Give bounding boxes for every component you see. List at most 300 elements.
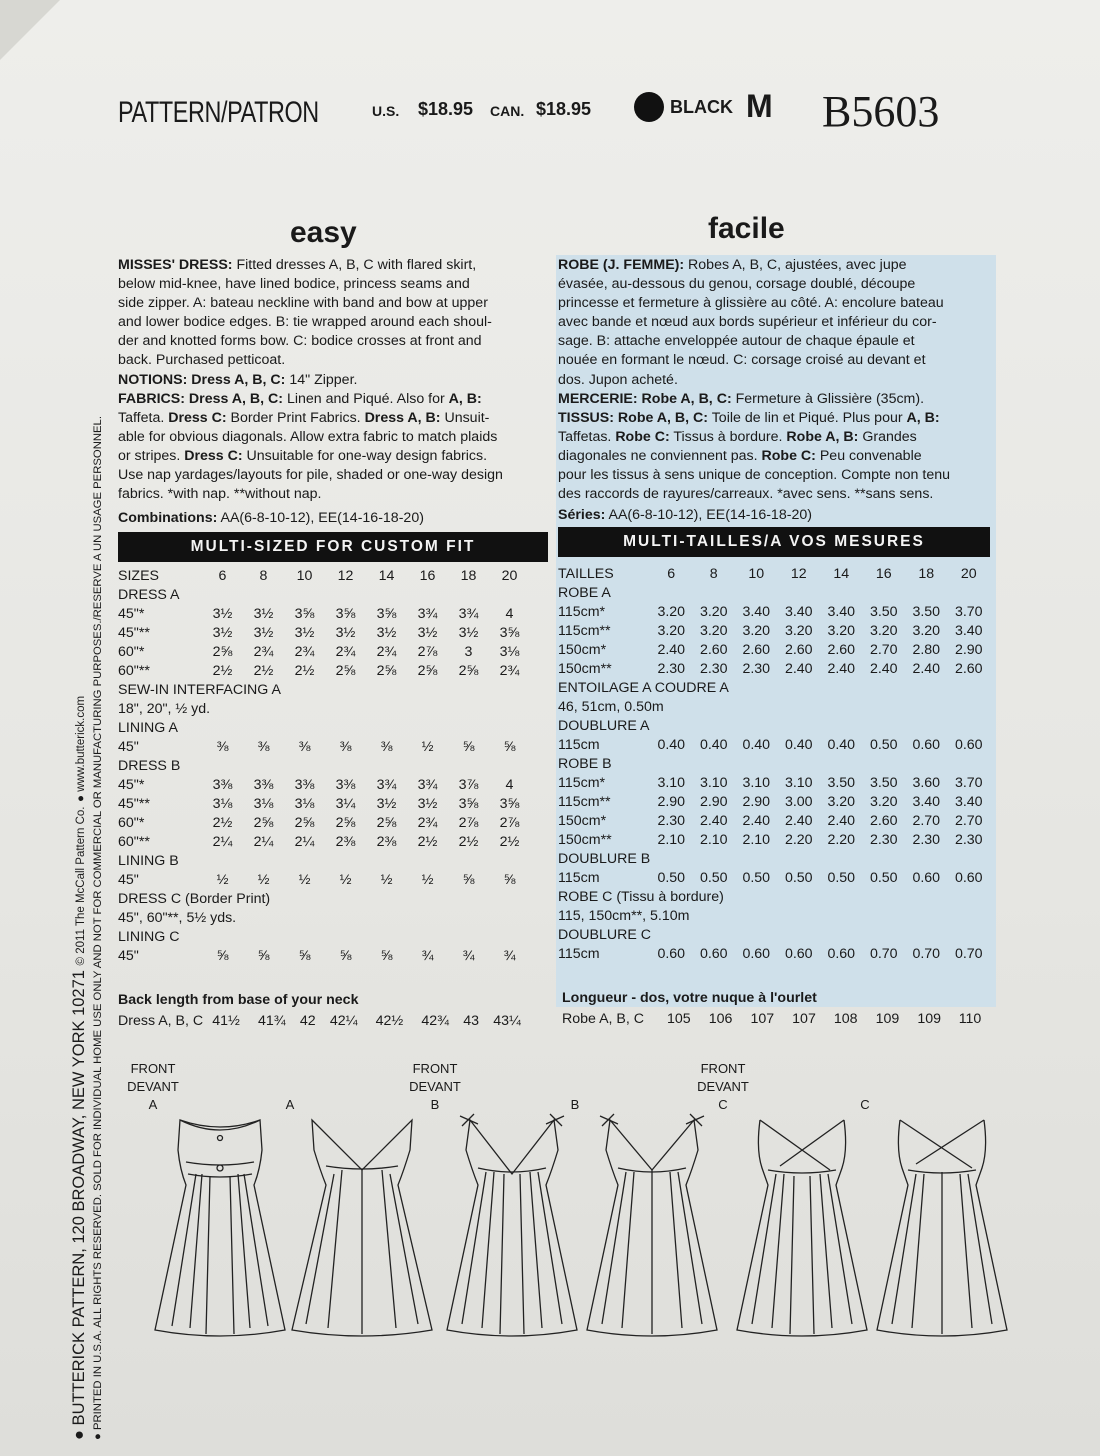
text-run: diagonales ne conviennent pas. (558, 447, 762, 464)
table-cell: 43¼ (493, 1012, 521, 1029)
table-cell: 0.40 (827, 736, 856, 753)
table-cell: 3⅝ (335, 605, 356, 622)
table-cell: 2⅝ (376, 662, 397, 679)
table-cell: ⅜ (257, 738, 270, 755)
table-row (118, 851, 530, 870)
row-label: TAILLES (558, 565, 614, 582)
table-row (558, 697, 990, 716)
dress-c-back-drawing (877, 1120, 1007, 1336)
series-label: Séries: (558, 507, 606, 523)
table-cell: 3.70 (954, 774, 983, 791)
table-row (118, 737, 530, 756)
figure-front-label (535, 1060, 615, 1078)
table-cell: 2.40 (657, 641, 686, 658)
table-cell: ⅜ (298, 738, 311, 755)
row-label: SEW-IN INTERFACING A (118, 681, 281, 698)
table-cell: 3⅜ (294, 776, 315, 793)
table-cell: 2¾ (376, 643, 397, 660)
table-cell: 2.20 (827, 831, 856, 848)
description-text: dos. Jupon acheté. (558, 371, 678, 388)
table-row (118, 794, 530, 813)
row-label: LINING A (118, 719, 178, 736)
row-label: 60"* (118, 814, 145, 831)
row-label: 46, 51cm, 0.50m (558, 698, 664, 715)
table-cell: ⅜ (380, 738, 393, 755)
rights-notice: PRINTED IN U.S.A. ALL RIGHTS RESERVED. SOLD FOR INDIVIDUAL HOME USE ONLY AND NOT FOR COMMERCIAL OR MANUFACTURING PURPOSES./RESERVE A UN USAGE PERSONNEL. (92, 416, 104, 1431)
description-line (558, 351, 990, 370)
table-cell: 2⅝ (376, 814, 397, 831)
table-cell: ⅜ (339, 738, 352, 755)
table-cell: 3.20 (912, 622, 941, 639)
table-cell: 3½ (458, 624, 479, 641)
row-label: ENTOILAGE A COUDRE A (558, 679, 729, 696)
table-cell: 10 (296, 567, 313, 584)
table-cell: 18 (918, 565, 935, 582)
table-cell: 3.00 (784, 793, 813, 810)
table-cell: 3.40 (742, 603, 771, 620)
description-line (118, 351, 546, 370)
description-line (118, 275, 546, 294)
table-row (558, 944, 990, 963)
row-label: 150cm* (558, 641, 607, 658)
figure-front-label (825, 1060, 905, 1078)
table-cell: 3½ (212, 605, 233, 622)
table-row (118, 585, 530, 604)
fabrics-line (118, 428, 546, 447)
table-row (118, 889, 530, 908)
english-description (118, 256, 546, 504)
table-cell: 3.10 (742, 774, 771, 791)
mercerie-text: Fermeture à Glissière (35cm). (731, 390, 925, 407)
bold-run: Robe C: (761, 447, 816, 464)
table-cell: 8 (709, 565, 718, 582)
table-cell: 2.90 (657, 793, 686, 810)
table-cell: 2¾ (253, 643, 274, 660)
table-row (118, 927, 530, 946)
description-text: der and knotted forms bow. C: bodice crosses at front and (118, 333, 482, 350)
table-cell: 3.20 (742, 622, 771, 639)
table-cell: 2.30 (869, 831, 898, 848)
table-cell: 105 (667, 1010, 691, 1027)
table-cell: 3½ (253, 605, 274, 622)
table-row (118, 604, 530, 623)
row-label: 18", 20", ½ yd. (118, 700, 211, 717)
table-cell: 3.40 (912, 793, 941, 810)
table-cell: 2.60 (827, 641, 856, 658)
row-label: DRESS C (Border Print) (118, 890, 271, 907)
table-cell: 2.30 (657, 812, 686, 829)
figure-devant-label: DEVANT (697, 1079, 749, 1094)
english-banner: MULTI-SIZED FOR CUSTOM FIT (118, 532, 548, 562)
table-cell: 2⅝ (253, 814, 274, 831)
table-cell: 20 (501, 567, 518, 584)
figure-label (535, 1060, 615, 1114)
table-cell: ½ (216, 871, 229, 888)
table-cell: 2.30 (699, 660, 728, 677)
figure-devant-label (825, 1078, 905, 1096)
table-cell: 3⅝ (294, 605, 315, 622)
side-publisher-text (70, 696, 89, 1440)
table-cell: 2.60 (699, 641, 728, 658)
table-cell: 0.50 (784, 869, 813, 886)
table-cell: 0.50 (869, 736, 898, 753)
table-cell: 2.30 (912, 831, 941, 848)
french-yardage-table (558, 564, 990, 963)
row-label: 45"** (118, 624, 150, 641)
figure-label (683, 1060, 763, 1114)
color-dot-icon (634, 92, 664, 122)
figure-devant-label (250, 1078, 330, 1096)
text-run: Tissus à bordure. (669, 428, 787, 445)
table-cell: 42¾ (421, 1012, 449, 1029)
table-cell: 0.60 (954, 736, 983, 753)
row-label: 115, 150cm**, 5.10m (558, 907, 690, 924)
row-label: DOUBLURE A (558, 717, 650, 734)
table-cell: 0.40 (784, 736, 813, 753)
table-cell: 0.40 (742, 736, 771, 753)
french-banner: MULTI-TAILLES/A VOS MESURES (558, 527, 990, 557)
row-label: DRESS A (118, 586, 180, 603)
table-cell: 2½ (212, 814, 233, 831)
table-cell: 0.50 (827, 869, 856, 886)
table-cell: 2⅝ (335, 662, 356, 679)
row-label: 115cm (558, 869, 600, 886)
table-cell: 2¾ (335, 643, 356, 660)
table-cell: 12 (790, 565, 807, 582)
table-cell: 3½ (417, 624, 438, 641)
table-cell: 0.50 (657, 869, 686, 886)
table-cell: 42½ (375, 1012, 404, 1029)
bold-run: FABRICS: Dress A, B, C: (118, 390, 284, 407)
table-cell: 3½ (294, 624, 315, 641)
table-cell: 2⅞ (458, 814, 479, 831)
us-label: U.S. (372, 103, 400, 119)
table-cell: 2.90 (742, 793, 771, 810)
row-label: 45" (118, 738, 139, 755)
figure-label (250, 1060, 330, 1114)
table-cell: 2.60 (742, 641, 771, 658)
bold-run: A, B: (906, 409, 940, 426)
table-cell: 2.40 (699, 812, 728, 829)
table-cell: 4 (505, 776, 514, 793)
figure-view-letter: A (148, 1097, 158, 1112)
table-cell: 3.20 (657, 603, 686, 620)
table-cell: ⅝ (298, 947, 311, 964)
row-label: DOUBLURE C (558, 926, 652, 943)
table-row (118, 642, 530, 661)
table-cell: 2.30 (742, 660, 771, 677)
french-title: facile (708, 212, 785, 245)
description-text: back. Purchased petticoat. (118, 352, 286, 369)
text-run: Peu convenable (815, 447, 922, 464)
table-cell: 2.30 (657, 660, 686, 677)
pattern-label: PATTERN/PATRON (118, 96, 319, 129)
description-line (558, 313, 990, 332)
french-back-length-row (562, 1009, 990, 1028)
table-cell: 2.70 (954, 812, 983, 829)
table-cell: 16 (875, 565, 892, 582)
figure-front-label: FRONT (412, 1061, 458, 1076)
table-cell: 3⅝ (499, 624, 520, 641)
text-run: Unsuitable for one-way design fabrics. (242, 447, 488, 464)
table-cell: 42 (299, 1012, 316, 1029)
table-cell: 0.70 (869, 945, 898, 962)
table-cell: 2⅝ (294, 814, 315, 831)
text-run: des raccords de rayures/carreaux. *avec sens. **sans sens. (558, 486, 934, 503)
tissus-line (558, 409, 990, 428)
figure-view-letter: B (570, 1097, 580, 1112)
description-text: below mid-knee, have lined bodice, princess seams and (118, 276, 470, 293)
table-cell: 2.40 (827, 660, 856, 677)
table-cell: 2⅞ (499, 814, 520, 831)
table-cell: 2½ (417, 833, 438, 850)
table-cell: 107 (792, 1010, 816, 1027)
row-label: 115cm** (558, 793, 611, 810)
table-cell: 2.40 (869, 660, 898, 677)
row-label: 45"** (118, 795, 150, 812)
combinations (118, 510, 424, 526)
dress-a-back-drawing (292, 1120, 432, 1336)
table-cell: 2.40 (742, 812, 771, 829)
table-cell: 2.10 (657, 831, 686, 848)
table-row (118, 680, 530, 699)
figure-view-letter: C (718, 1097, 728, 1112)
table-cell: 3⅛ (499, 643, 520, 660)
table-cell: ¾ (462, 947, 475, 964)
figure-view-letter: A (285, 1097, 295, 1112)
series-value: AA(6-8-10-12), EE(14-16-18-20) (608, 507, 812, 523)
table-cell: ⅝ (216, 947, 229, 964)
table-cell: 4 (505, 605, 514, 622)
table-cell: 43 (463, 1012, 479, 1029)
row-label: 150cm** (558, 831, 612, 848)
table-cell: 42¼ (329, 1012, 358, 1029)
table-row (558, 659, 990, 678)
table-cell: 2¾ (417, 814, 438, 831)
dress-a-front-drawing (155, 1120, 285, 1336)
table-cell: 2½ (294, 662, 315, 679)
table-cell: 3¾ (417, 605, 438, 622)
size-letter: M (746, 88, 773, 124)
dress-b-back-drawing (587, 1114, 717, 1336)
can-price: $18.95 (536, 99, 592, 119)
table-row (118, 661, 530, 680)
table-row (558, 925, 990, 944)
row-label: LINING C (118, 928, 180, 945)
row-label: Dress A, B, C (118, 1012, 204, 1029)
table-cell: 10 (748, 565, 765, 582)
us-price: $18.95 (418, 99, 474, 119)
table-cell: 106 (708, 1010, 733, 1027)
table-cell: 2⅝ (212, 643, 233, 660)
table-row (118, 870, 530, 889)
table-cell: 0.60 (784, 945, 813, 962)
tissus-line (558, 466, 990, 485)
table-cell: 3.70 (954, 603, 983, 620)
table-cell: 2¼ (294, 833, 315, 850)
table-cell: 2½ (499, 833, 520, 850)
figure-devant-label (535, 1078, 615, 1096)
dress-c-front-drawing (737, 1120, 867, 1336)
row-label: 115cm (558, 736, 600, 753)
table-cell: 3⅝ (499, 795, 520, 812)
table-cell: 3.20 (869, 793, 898, 810)
table-cell: ½ (339, 871, 352, 888)
table-cell: 3½ (253, 624, 274, 641)
row-label: LINING B (118, 852, 179, 869)
text-run: Taffetas. (558, 428, 616, 445)
table-cell: 3⅝ (376, 605, 397, 622)
table-cell: 0.70 (912, 945, 941, 962)
description-line (118, 313, 546, 332)
figure-front-label: FRONT (130, 1061, 176, 1076)
fabrics-line (118, 485, 546, 504)
description-line (558, 371, 990, 390)
description-line (558, 332, 990, 351)
description-text: side zipper. A: bateau neckline with band and bow at upper (118, 295, 488, 312)
description-text: nouée en formant le nœud. C: corsage croisé au devant et (558, 352, 926, 369)
row-label: SIZES (118, 567, 159, 584)
figure-label (395, 1060, 475, 1114)
row-label: 60"* (118, 643, 145, 660)
table-cell: 3¾ (458, 605, 479, 622)
misses-heading: MISSES' DRESS: (118, 257, 237, 273)
row-label: 115cm** (558, 622, 611, 639)
description-text: sage. B: attache enveloppée autour de chaque épaule et (558, 333, 915, 350)
table-cell: ½ (421, 871, 434, 888)
row-label: DOUBLURE B (558, 850, 651, 867)
table-cell: 8 (259, 567, 268, 584)
combinations-value: AA(6-8-10-12), EE(14-16-18-20) (220, 510, 424, 526)
color-label: BLACK (670, 97, 733, 117)
table-cell: ½ (421, 738, 434, 755)
table-cell: 3.60 (912, 774, 941, 791)
figure-front-label: FRONT (700, 1061, 746, 1076)
description-line (558, 275, 990, 294)
table-cell: 2¼ (212, 833, 233, 850)
table-cell: 3⅜ (212, 776, 233, 793)
table-row (558, 868, 990, 887)
table-cell: 3.40 (954, 793, 983, 810)
table-row (558, 583, 990, 602)
table-row (558, 621, 990, 640)
table-row (118, 718, 530, 737)
figure-label (825, 1060, 905, 1114)
table-row (562, 1009, 990, 1028)
table-cell: 2.10 (699, 831, 728, 848)
table-cell: 0.60 (912, 736, 941, 753)
table-cell: 2⅝ (458, 662, 479, 679)
table-cell: 2.30 (954, 831, 983, 848)
figure-front-label (250, 1060, 330, 1078)
row-label: 60"** (118, 662, 150, 679)
text-run: Taffeta. (118, 409, 169, 426)
notions-text: 14" Zipper. (289, 371, 358, 388)
table-cell: 16 (419, 567, 436, 584)
table-row (558, 792, 990, 811)
notions-heading: NOTIONS: Dress A, B, C: (118, 371, 290, 388)
mercerie-heading: MERCERIE: Robe A, B, C: (558, 390, 732, 407)
side-rights-text (92, 416, 104, 1440)
table-cell: 3.10 (699, 774, 728, 791)
table-cell: 3¾ (417, 776, 438, 793)
bold-run: Dress C: (168, 409, 227, 426)
text-run: Linen and Piqué. Also for (283, 390, 449, 407)
text-run: or stripes. (118, 447, 185, 464)
table-cell: 3.20 (699, 603, 728, 620)
combinations-label: Combinations: (118, 510, 218, 526)
figure-devant-label: DEVANT (127, 1079, 179, 1094)
table-cell: 0.60 (657, 945, 686, 962)
table-cell: 6 (667, 565, 676, 582)
table-cell: ⅝ (339, 947, 352, 964)
pattern-number: B5603 (822, 87, 940, 136)
english-yardage-table (118, 566, 530, 965)
table-row (118, 832, 530, 851)
table-cell: ½ (257, 871, 270, 888)
table-cell: 3¼ (335, 795, 356, 812)
table-cell: 2⅝ (417, 662, 438, 679)
table-cell: 3.50 (869, 603, 898, 620)
table-cell: 3⅝ (458, 795, 479, 812)
row-label: 150cm* (558, 812, 607, 829)
row-label: ROBE C (Tissu à bordure) (558, 888, 724, 905)
description-line (558, 294, 990, 313)
description-line (558, 256, 990, 275)
table-row (118, 756, 530, 775)
table-row (558, 754, 990, 773)
bullet-dot-icon: ● (70, 1425, 88, 1440)
table-cell: 2¾ (294, 643, 315, 660)
table-cell: 18 (460, 567, 477, 584)
table-row (558, 906, 990, 925)
publisher-address: BUTTERICK PATTERN, 120 BROADWAY, NEW YORK 10271 (70, 970, 88, 1426)
table-row (558, 887, 990, 906)
text-run: fabrics. *with nap. **without nap. (118, 486, 322, 503)
table-cell: 0.50 (742, 869, 771, 886)
table-row (558, 735, 990, 754)
table-cell: 2½ (458, 833, 479, 850)
table-row (558, 640, 990, 659)
table-cell: ½ (380, 871, 393, 888)
table-cell: 2.40 (912, 660, 941, 677)
bold-run: A, B: (448, 390, 482, 407)
table-cell: 0.60 (699, 945, 728, 962)
table-cell: 2.20 (784, 831, 813, 848)
table-cell: 2½ (212, 662, 233, 679)
mercerie-line (558, 390, 990, 409)
table-cell: 2⅞ (417, 643, 438, 660)
table-cell: 2⅜ (335, 833, 356, 850)
table-cell: ¾ (421, 947, 434, 964)
table-row (558, 564, 990, 583)
table-cell: 2.70 (912, 812, 941, 829)
fabrics-line (118, 409, 546, 428)
table-cell: 2.40 (784, 660, 813, 677)
table-row (118, 1011, 530, 1030)
notions-line (118, 371, 546, 390)
table-cell: 3.50 (912, 603, 941, 620)
english-title: easy (290, 216, 357, 249)
table-cell: 6 (218, 567, 227, 584)
table-cell: 3.20 (784, 622, 813, 639)
table-cell: ⅜ (216, 738, 229, 755)
table-cell: 108 (833, 1010, 858, 1027)
row-label: ROBE A (558, 584, 611, 601)
table-cell: 2.60 (954, 660, 983, 677)
table-cell: 3.20 (827, 793, 856, 810)
table-cell: ⅝ (462, 738, 475, 755)
